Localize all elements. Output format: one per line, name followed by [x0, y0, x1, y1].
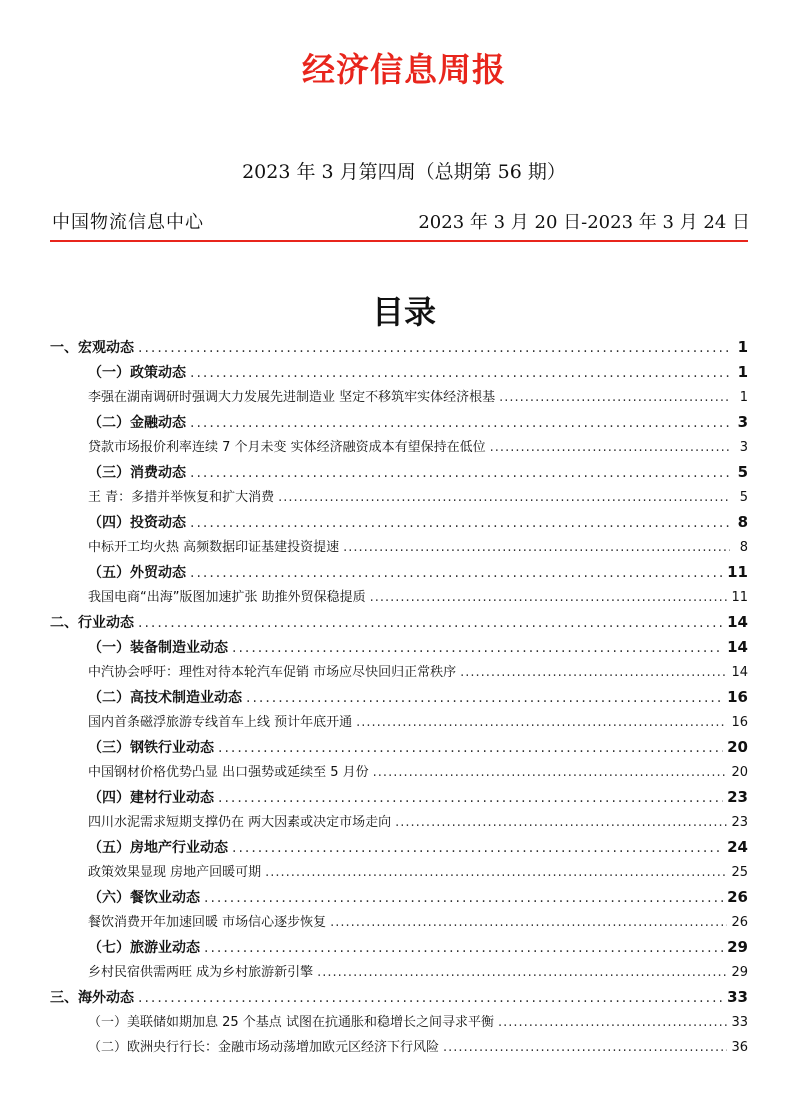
toc-entry[interactable]: [50, 760, 748, 785]
toc-entry-label: （二）金融动态: [88, 415, 186, 431]
toc-entry[interactable]: [50, 385, 748, 410]
dot-leader: [204, 886, 723, 911]
toc-entry-label: 李强在湖南调研时强调大力发展先进制造业 坚定不移筑牢实体经济根基: [88, 390, 496, 405]
toc-page-number: 20: [727, 738, 748, 756]
dot-leader: [190, 411, 730, 436]
toc-entry-label: 乡村民宿供需两旺 成为乡村旅游新引擎: [88, 965, 314, 980]
toc-entry-label: 中标开工均火热 高频数据印证基建投资提速: [88, 540, 340, 555]
table-of-contents: [50, 335, 748, 1060]
dot-leader: [190, 361, 730, 386]
header-divider: [50, 240, 748, 242]
toc-page-number: 33: [731, 1015, 748, 1030]
dot-leader: [190, 561, 723, 586]
dot-leader: [499, 385, 730, 410]
toc-page-number: 23: [727, 788, 748, 806]
toc-entry[interactable]: [50, 1035, 748, 1060]
dot-leader: [138, 336, 730, 361]
toc-entry-label: 王 青：多措并举恢复和扩大消费: [88, 490, 275, 505]
toc-subsection[interactable]: [50, 510, 748, 535]
toc-entry-label: （五）外贸动态: [88, 565, 186, 581]
toc-entry-label: （四）投资动态: [88, 515, 186, 531]
dot-leader: [330, 910, 727, 935]
toc-entry-label: 中国钢材价格优势凸显 出口强势或延续至 5 月份: [88, 765, 369, 780]
toc-section[interactable]: [50, 610, 748, 635]
dot-leader: [138, 986, 723, 1011]
dot-leader: [246, 686, 723, 711]
toc-page-number: 3: [739, 440, 748, 455]
toc-page-number: 8: [737, 513, 748, 531]
toc-page-number: 5: [737, 463, 748, 481]
dot-leader: [190, 461, 730, 486]
toc-page-number: 1: [737, 363, 748, 381]
toc-section[interactable]: [50, 335, 748, 360]
publisher: 中国物流信息中心: [52, 212, 204, 233]
date-range: 2023 年 3 月 20 日-2023 年 3 月 24 日: [418, 212, 750, 233]
dot-leader: [443, 1035, 727, 1060]
toc-page-number: 23: [731, 815, 748, 830]
toc-page-number: 16: [731, 715, 748, 730]
toc-subsection[interactable]: [50, 460, 748, 485]
toc-entry[interactable]: [50, 435, 748, 460]
issue-line: 2023 年 3 月第四周（总期第 56 期）: [242, 161, 566, 183]
dot-leader: [218, 786, 723, 811]
toc-page-number: 14: [731, 665, 748, 680]
toc-entry-label: （六）餐饮业动态: [88, 890, 200, 906]
toc-entry[interactable]: [50, 860, 748, 885]
toc-subsection[interactable]: [50, 735, 748, 760]
toc-page-number: 24: [727, 838, 748, 856]
toc-subsection[interactable]: [50, 685, 748, 710]
dot-leader: [395, 810, 727, 835]
toc-page-number: 5: [739, 490, 748, 505]
toc-entry[interactable]: [50, 535, 748, 560]
toc-section[interactable]: [50, 985, 748, 1010]
toc-entry-label: 餐饮消费开年加速回暖 市场信心逐步恢复: [88, 915, 327, 930]
toc-page-number: 26: [731, 915, 748, 930]
toc-entry-label: 贷款市场报价利率连续 7 个月未变 实体经济融资成本有望保持在低位: [88, 440, 486, 455]
toc-entry[interactable]: [50, 710, 748, 735]
toc-subsection[interactable]: [50, 935, 748, 960]
toc-entry-label: （二）欧洲央行行长：金融市场动荡增加欧元区经济下行风险: [88, 1040, 440, 1055]
toc-entry[interactable]: [50, 960, 748, 985]
toc-page-number: 14: [727, 638, 748, 656]
toc-entry[interactable]: [50, 585, 748, 610]
toc-subsection[interactable]: [50, 885, 748, 910]
toc-entry-label: （一）美联储如期加息 25 个基点 试图在抗通胀和稳增长之间寻求平衡: [88, 1015, 494, 1030]
toc-entry-label: （一）装备制造业动态: [88, 640, 228, 656]
toc-page-number: 1: [739, 390, 748, 405]
dot-leader: [343, 535, 730, 560]
dot-leader: [373, 760, 728, 785]
toc-page-number: 29: [727, 938, 748, 956]
toc-entry-label: （四）建材行业动态: [88, 790, 214, 806]
toc-subsection[interactable]: [50, 785, 748, 810]
toc-entry-label: 三、海外动态: [50, 990, 134, 1006]
dot-leader: [356, 710, 727, 735]
toc-subsection[interactable]: [50, 360, 748, 385]
toc-entry-label: （一）政策动态: [88, 365, 186, 381]
dot-leader: [278, 485, 730, 510]
toc-page-number: 29: [731, 965, 748, 980]
toc-page-number: 25: [731, 865, 748, 880]
toc-page-number: 11: [731, 590, 748, 605]
dot-leader: [317, 960, 727, 985]
toc-entry-label: （三）钢铁行业动态: [88, 740, 214, 756]
report-title: 经济信息周报: [302, 50, 506, 89]
dot-leader: [138, 611, 723, 636]
toc-page-number: 16: [727, 688, 748, 706]
toc-page-number: 20: [731, 765, 748, 780]
toc-page-number: 1: [737, 338, 748, 356]
toc-page-number: 3: [737, 413, 748, 431]
toc-page-number: 14: [727, 613, 748, 631]
toc-subsection[interactable]: [50, 635, 748, 660]
toc-entry-label: 中汽协会呼吁：理性对待本轮汽车促销 市场应尽快回归正常秩序: [88, 665, 457, 680]
dot-leader: [265, 860, 727, 885]
dot-leader: [370, 585, 728, 610]
dot-leader: [490, 435, 730, 460]
toc-page-number: 36: [731, 1040, 748, 1055]
toc-entry[interactable]: [50, 810, 748, 835]
toc-entry-label: （七）旅游业动态: [88, 940, 200, 956]
dot-leader: [190, 511, 730, 536]
toc-entry-label: 国内首条磁浮旅游专线首车上线 预计年底开通: [88, 715, 353, 730]
toc-entry-label: （二）高技术制造业动态: [88, 690, 242, 706]
toc-subsection[interactable]: [50, 410, 748, 435]
toc-entry-label: 四川水泥需求短期支撑仍在 两大因素或决定市场走向: [88, 815, 392, 830]
toc-subsection[interactable]: [50, 835, 748, 860]
toc-entry-label: 一、宏观动态: [50, 340, 134, 356]
toc-entry-label: （五）房地产行业动态: [88, 840, 228, 856]
toc-entry-label: 二、行业动态: [50, 615, 134, 631]
toc-page-number: 33: [727, 988, 748, 1006]
toc-entry[interactable]: [50, 910, 748, 935]
toc-page-number: 8: [739, 540, 748, 555]
dot-leader: [204, 936, 723, 961]
toc-page-number: 11: [727, 563, 748, 581]
toc-entry[interactable]: [50, 660, 748, 685]
dot-leader: [232, 636, 723, 661]
dot-leader: [218, 736, 723, 761]
toc-page-number: 26: [727, 888, 748, 906]
toc-entry[interactable]: [50, 1010, 748, 1035]
toc-entry-label: 政策效果显现 房地产回暖可期: [88, 865, 262, 880]
toc-entry-label: 我国电商“出海”版图加速扩张 助推外贸保稳提质: [88, 590, 366, 605]
dot-leader: [232, 836, 723, 861]
toc-entry[interactable]: [50, 485, 748, 510]
toc-entry-label: （三）消费动态: [88, 465, 186, 481]
dot-leader: [498, 1010, 728, 1035]
dot-leader: [460, 660, 727, 685]
toc-subsection[interactable]: [50, 560, 748, 585]
toc-heading: 目录: [371, 293, 436, 331]
